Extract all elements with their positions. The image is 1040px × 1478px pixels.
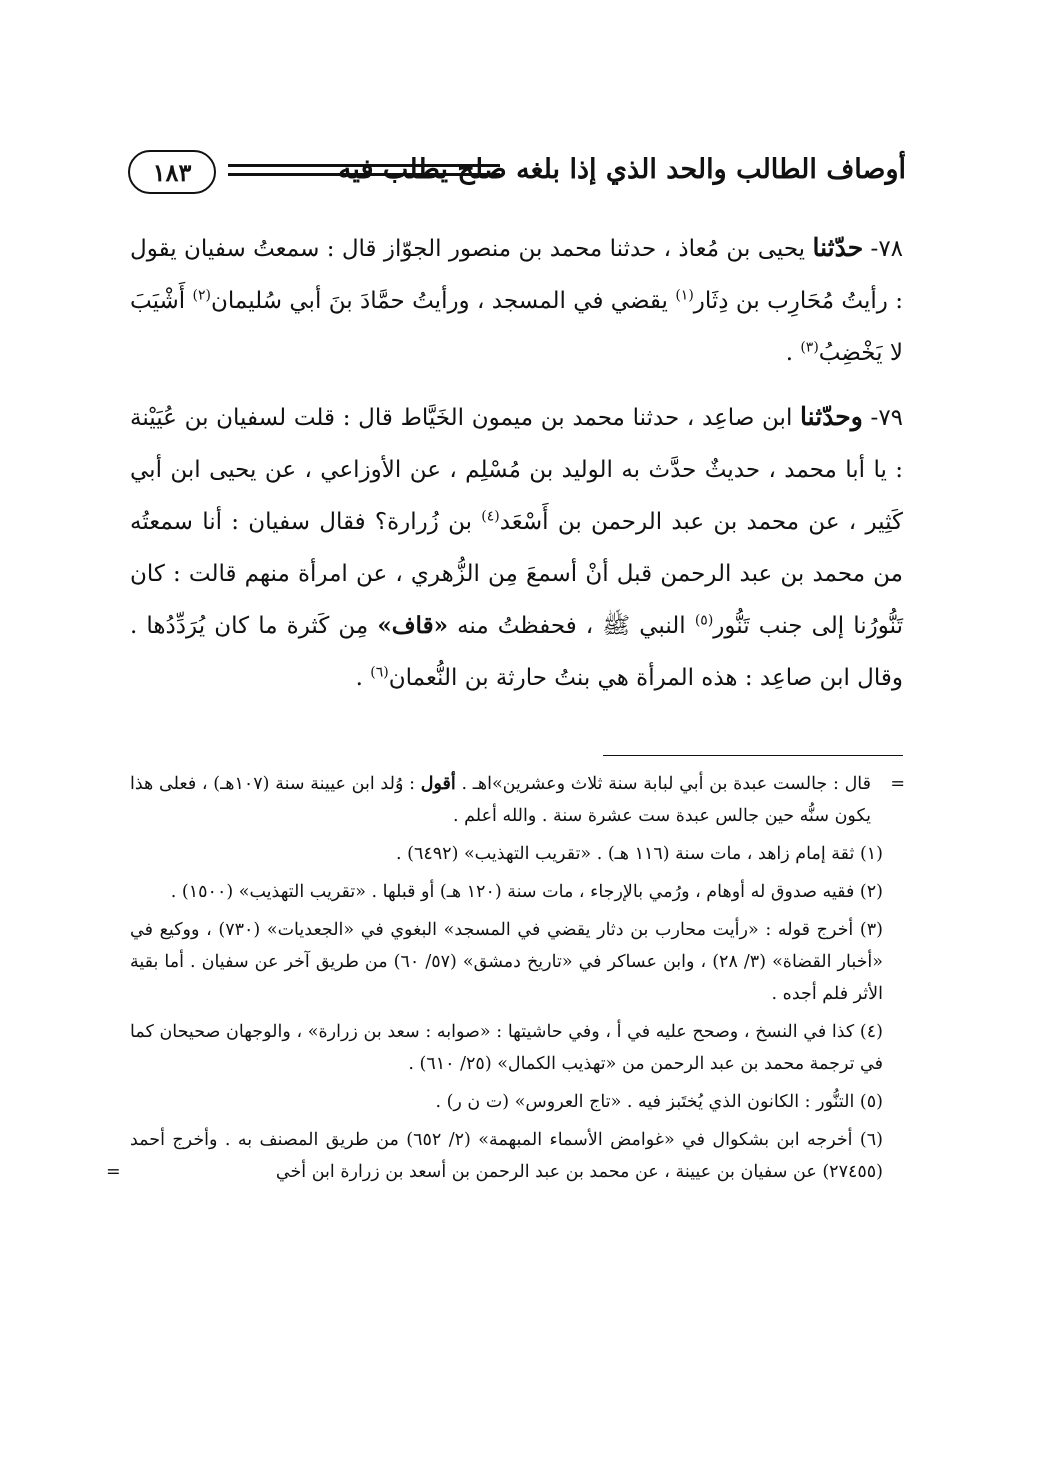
footnote-3: (٣) أخرج قوله : «رأيت محارب بن دثار يقضي في المسجد» البغوي في «الجعديات» (٧٣٠) ، ووكيع في «أخبار القضاة» (٣/ ٢٨) ، وابن عساكر في «تاريخ دمشق» (٥٧/ ٦٠) من طريق آخر عن سفيان . أما بقية الأثر فلم أجده . <box>130 920 883 1004</box>
footnote-continuation: = قال : جالست عبدة بن أبي لبابة سنة ثلاث وعشرين»اهـ . أقول : وُلد ابن عيينة سنة (١٠٧هـ) ، فعلى هذا يكون سنُّه حين جالس عبدة ست عشرة سنة . والله أعلم . <box>130 768 905 832</box>
hadith-79: ٧٩- وحدّثنا ابن صاعِد ، حدثنا محمد بن ميمون الخَيَّاط قال : قلت لسفيان بن عُيَيْنة : يا أبا محمد ، حديثٌ حدَّث به الوليد بن مُسْلِم ، عن الأوزاعي ، عن يحيى ابن أبي كَثِير ، عن محمد بن عبد الرحمن بن أَسْعَد$^{(٤)}$ بن زُرارة؟ فقال سفيان : أنا سمعتُه من محمد بن عبد الرحمن قبل أنْ أسمعَ مِن الزُّهري ، عن امرأة منهم قالت : كان تَنُّورُنا إلى جنب تَنُّور$^{(٥)}$ النبي ﷺ ، فحفظتُ منه «قاف» مِن كَثرة ما كان يُرَدِّدُها . وقال ابن صاعِد : هذه المرأة هي بنتُ حارثة بن النُّعمان$^{(٦)}$ . <box>130 402 904 691</box>
footnotes <box>106 768 905 1194</box>
footnote-4: (٤) كذا في النسخ ، وصحح عليه في أ ، وفي حاشيتها : «صوابه : سعد بن زرارة» ، والوجهان صحيحان كما في ترجمة محمد بن عبد الرحمن من «تهذيب الكمال» (٢٥/ ٦١٠) . <box>130 1022 883 1074</box>
footnote-6: (٦) أخرجه ابن بشكوال في «غوامض الأسماء المبهمة» (٢/ ٦٥٢) من طريق المصنف به . وأخرج أحمد (٢٧٤٥٥) عن سفيان بن عيينة ، عن محمد بن عبد الرحمن بن أسعد بن زرارة ابن أخي = <box>130 1124 905 1188</box>
footnote-ref[interactable]: (٢) <box>192 287 212 304</box>
footnote-separator <box>603 755 903 756</box>
narration-keyword: حدّثنا <box>812 233 864 262</box>
footnote-ref[interactable]: (٥) <box>694 612 714 629</box>
footnote-ref[interactable]: (٤) <box>481 508 500 525</box>
footnote-ref[interactable]: (٣) <box>800 339 819 356</box>
footnote-2: (٢) فقيه صدوق له أوهام ، ورُمي بالإرجاء ، مات سنة (١٢٠ هـ) أو قبلها . «تقريب التهذيب» (١٥٠٠) . <box>170 882 883 902</box>
page-number-badge: ١٨٣ <box>128 150 216 194</box>
page-header <box>128 150 906 210</box>
footnote-5: (٥) التنُّور : الكانون الذي يُختَبز فيه . «تاج العروس» (ت ن ر) . <box>435 1092 883 1112</box>
hadith-78: ٧٨- حدّثنا يحيى بن مُعاذ ، حدثنا محمد بن منصور الجوّاز قال : سمعتُ سفيان يقول : رأيتُ مُحَارِب بن دِثَار$^{(١)}$ يقضي في المسجد ، ورأيتُ حمَّادَ بنَ أبي سُليمان$^{(٢)}$ أَشْيَبَ لا يَخْضِبُ$^{(٣)}$ . <box>130 233 904 366</box>
main-text <box>130 222 903 704</box>
footnote-1: (١) ثقة إمام زاهد ، مات سنة (١١٦ هـ) . «تقريب التهذيب» (٦٤٩٢) . <box>396 844 883 864</box>
footnote-ref[interactable]: (١) <box>675 287 694 304</box>
narration-keyword: وحدّثنا <box>800 402 863 431</box>
continuation-marker: = <box>890 774 905 794</box>
continued-marker: = <box>106 1162 121 1182</box>
footnote-ref[interactable]: (٦) <box>370 664 389 681</box>
running-title: أوصاف الطالب والحد الذي إذا بلغه صلح يطلب فيه <box>337 154 906 185</box>
